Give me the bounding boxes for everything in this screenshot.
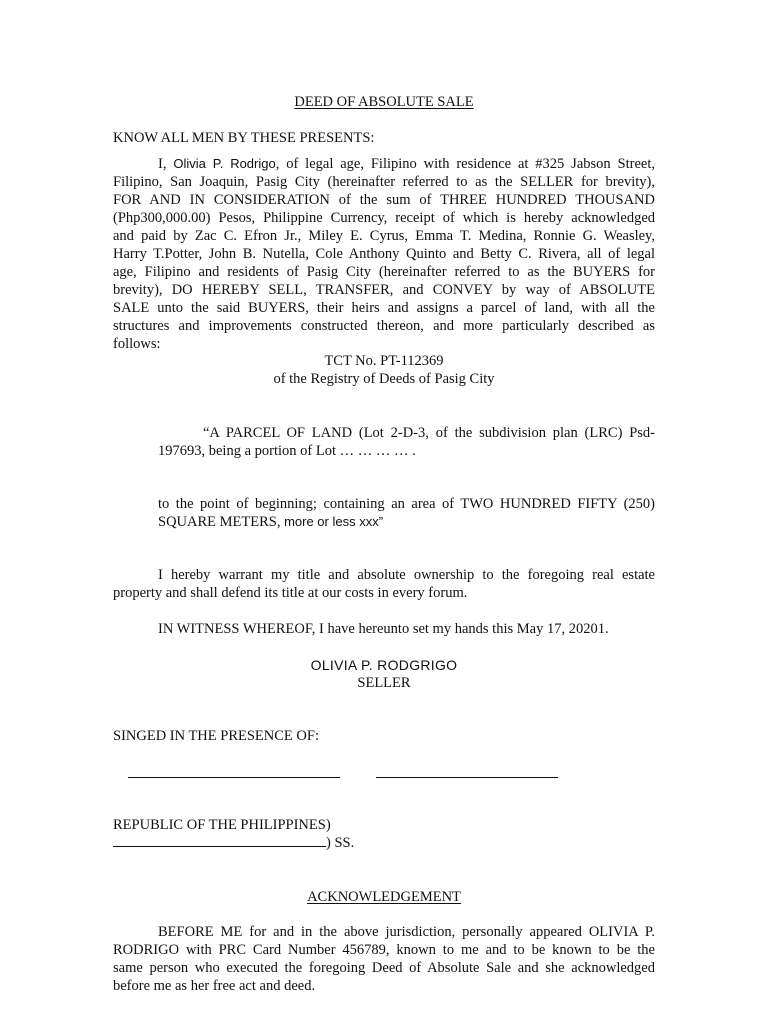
warranty-line-1: I hereby warrant my title and absolute ownership to the foregoing real estate [158, 567, 655, 583]
body-line-6: Harry T.Potter, John B. Nutella, Cole Anthony Quinto and Betty C. Rivera, all of legal [113, 246, 655, 262]
area-line-2-serif: SQUARE METERS, [158, 514, 281, 530]
witness-presence-label: SINGED IN THE PRESENCE OF: [113, 728, 319, 744]
witness-signature-line-1 [128, 777, 340, 778]
signatory-role: SELLER [357, 675, 411, 691]
jurat-republic: REPUBLIC OF THE PHILIPPINES) [113, 817, 331, 833]
tct-registry: of the Registry of Deeds of Pasig City [273, 371, 495, 387]
body-line-4: (Php300,000.00) Pesos, Philippine Currency, receipt of which is hereby acknowledged [113, 210, 655, 226]
ack-line-4: before me as her free act and deed. [113, 978, 316, 994]
intro-prefix: I, [158, 156, 174, 172]
ack-line-2: RODRIGO with PRC Card Number 456789, known to me and to be known to be the [113, 942, 655, 958]
body-line-1-text: , of legal age, Filipino with residence at #325 Jabson Street, [275, 156, 655, 172]
body-line-5: and paid by Zac C. Efron Jr., Miley E. Cyrus, Emma T. Medina, Ronnie G. Weasley, [113, 228, 655, 244]
area-line-2-sans: more or less xxx” [280, 514, 384, 529]
area-line-2 [158, 513, 383, 531]
jurat-ss: ) SS. [326, 835, 355, 851]
parcel-line-2: 197693, being a portion of Lot … … … … . [158, 443, 416, 459]
tct-number: TCT No. PT-112369 [324, 353, 444, 369]
ack-line-3: same person who executed the foregoing Deed of Absolute Sale and she acknowledged [113, 960, 655, 976]
body-line-7: age, Filipino and residents of Pasig City (hereinafter referred to as the BUYERS for [113, 264, 655, 280]
body-line-3: FOR AND IN CONSIDERATION of the sum of THREE HUNDRED THOUSAND [113, 192, 655, 208]
body-line-2: Filipino, San Joaquin, Pasig City (hereinafter referred to as the SELLER for brevity), [113, 174, 655, 190]
body-line-11: follows: [113, 336, 161, 352]
signatory-name: OLIVIA P. RODGRIGO [310, 657, 458, 673]
warranty-line-2: property and shall defend its title at our costs in every forum. [113, 585, 468, 601]
body-line-10: structures and improvements constructed thereon, and more particularly described as [113, 318, 655, 334]
jurat-venue-blank [113, 834, 326, 847]
preamble: KNOW ALL MEN BY THESE PRESENTS: [113, 130, 375, 146]
jurat-venue [113, 834, 354, 852]
seller-name-inline: Olivia P. Rodrigo [173, 156, 276, 171]
area-line-1: to the point of beginning; containing an area of TWO HUNDRED FIFTY (250) [158, 496, 655, 512]
body-line-8: brevity), DO HEREBY SELL, TRANSFER, and CONVEY by way of ABSOLUTE [113, 282, 655, 298]
parcel-line-1: “A PARCEL OF LAND (Lot 2-D-3, of the subdivision plan (LRC) Psd- [203, 425, 655, 441]
witness-clause: IN WITNESS WHEREOF, I have hereunto set my hands this May 17, 20201. [158, 621, 609, 637]
witness-signature-line-2 [376, 777, 558, 778]
acknowledgement-title: ACKNOWLEDGEMENT [307, 889, 461, 905]
ack-line-1: BEFORE ME for and in the above jurisdiction, personally appeared OLIVIA P. [158, 924, 655, 940]
document-title: DEED OF ABSOLUTE SALE [294, 94, 474, 110]
body-line-9: SALE unto the said BUYERS, their heirs and assigns a parcel of land, with all the [113, 300, 655, 316]
body-line-1 [158, 155, 655, 173]
